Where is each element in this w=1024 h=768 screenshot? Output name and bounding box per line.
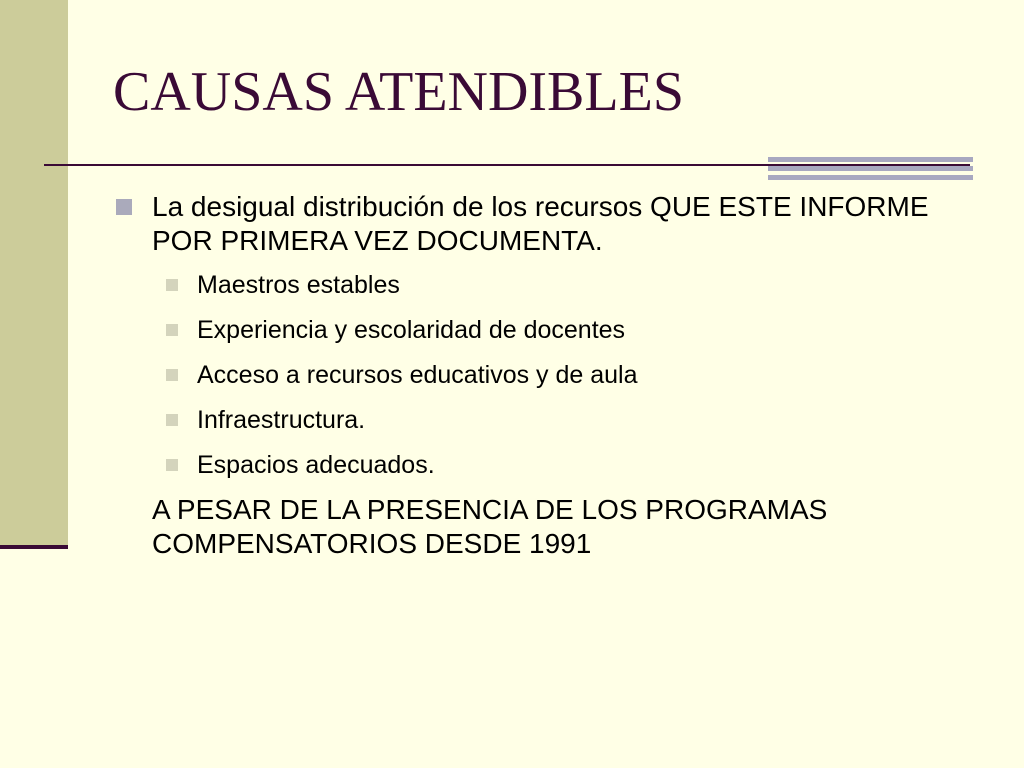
sub-bullet-list: [113, 268, 973, 482]
slide-body: [113, 190, 973, 561]
square-bullet-icon: [166, 459, 178, 471]
main-bullet-text: La desigual distribución de los recursos QUE ESTE INFORME POR PRIMERA VEZ DOCUMENTA.: [152, 191, 929, 256]
title-accent-stripes: [768, 157, 973, 180]
square-bullet-icon: [166, 414, 178, 426]
sub-bullet-item: [113, 403, 973, 437]
slide-title: CAUSAS ATENDIBLES: [113, 61, 684, 123]
square-bullet-icon: [116, 199, 132, 215]
sub-bullet-item: [113, 448, 973, 482]
sub-bullet-item: [113, 268, 973, 302]
conclusion-text: A PESAR DE LA PRESENCIA DE LOS PROGRAMAS COMPENSATORIOS DESDE 1991: [152, 494, 828, 559]
sub-bullet-text: Espacios adecuados.: [197, 451, 435, 479]
square-bullet-icon: [166, 324, 178, 336]
sidebar-underline: [0, 545, 68, 549]
sub-bullet-text: Acceso a recursos educativos y de aula: [197, 361, 638, 389]
sub-bullet-text: Infraestructura.: [197, 406, 366, 434]
sub-bullet-item: [113, 358, 973, 392]
main-bullet-item: [113, 190, 973, 258]
sub-bullet-item: [113, 313, 973, 347]
sub-bullet-text: Maestros estables: [197, 271, 400, 299]
square-bullet-icon: [166, 369, 178, 381]
square-bullet-icon: [166, 279, 178, 291]
left-sidebar-band: [0, 0, 68, 547]
sub-bullet-text: Experiencia y escolaridad de docentes: [197, 316, 626, 344]
